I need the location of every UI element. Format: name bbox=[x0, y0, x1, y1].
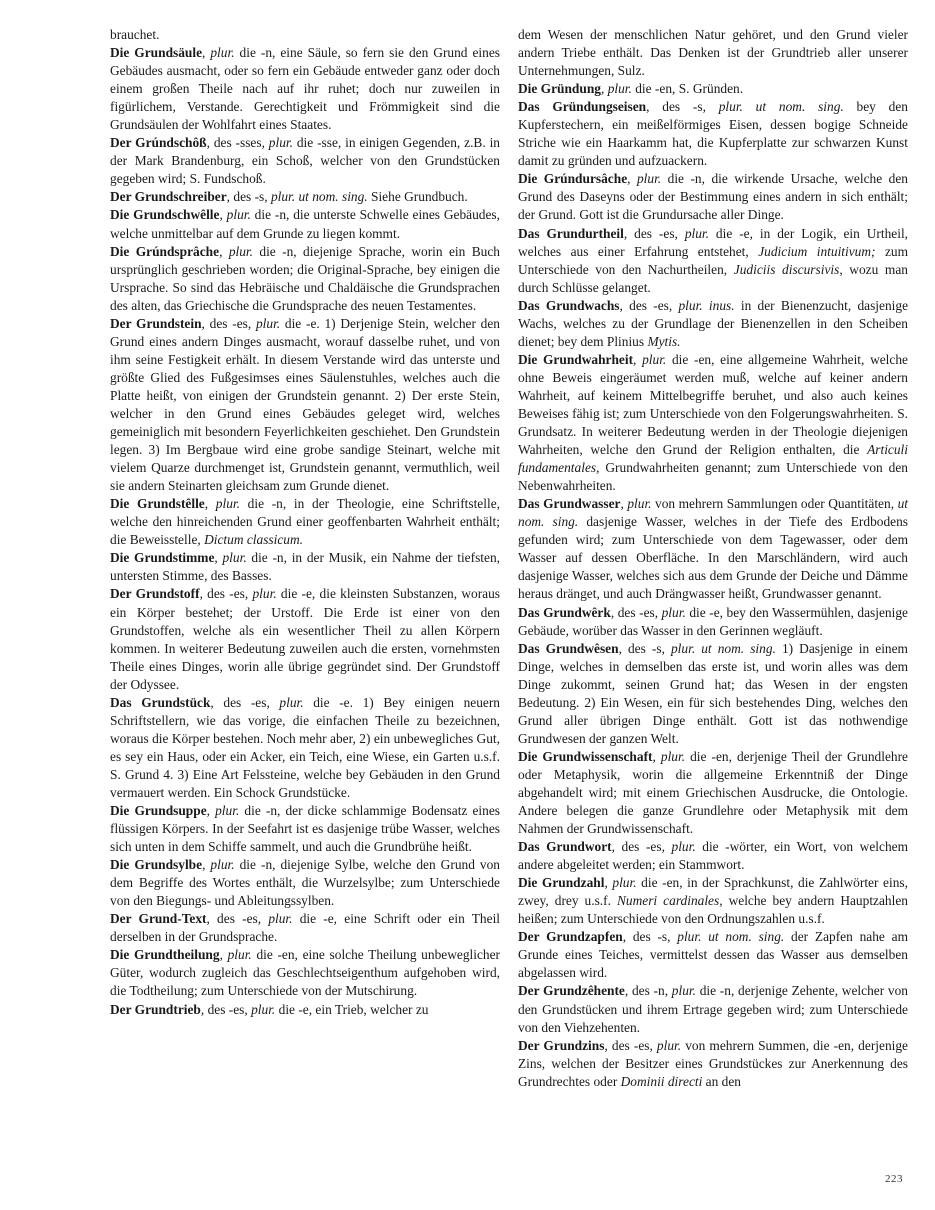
entry-text: die -n, in der Theologie, eine Schriftstelle, welche den hinreichenden Grund einer geoffenbarten Wahrheit enthält; die Beweisstelle, bbox=[110, 496, 500, 548]
entry-headword: Das Grundwasser bbox=[518, 496, 621, 512]
entry-text: die -n, diejenige Sylbe, welche den Grund von dem Begriffe des Wortes enthält, die Wurzelsylbe; zum Unterschiede von den Biegungs- und Ableitungssylben. bbox=[110, 857, 500, 909]
entry-text: dasjenige Wasser, welches in der Tiefe des Erdbodens gefunden wird; zum Unterschiede von dem Tagewasser, oder dem Wasser auf dessen Oberfläche. In den Marschländern, wird auch dasjenige Wasser, welches sich aus dem Grunde der Deiche und Dämme heraus dränget, und auch Drängwasser heißt, Grundwasser genannt. bbox=[518, 514, 909, 602]
entry-italic: plur. bbox=[671, 839, 696, 855]
entry-italic: plur. ut nom. sing. bbox=[270, 189, 368, 205]
entry-text: die -en, derjenige Theil der Grundlehre oder Metaphysik, worin die allgemeine Erkenntniß der Dinge abgehandelt wird; mit einem Griechischen Ausdrucke, die Ontologie. Andere belegen die ganze Grundlehre oder Metaphysik mit dem Nahmen der Grundwissenschaft. bbox=[518, 748, 908, 837]
entry-text: die -en, in der Sprachkunst, die Zahlwörter eins, zwey, drey u.s.f. bbox=[518, 875, 908, 909]
dictionary-entry bbox=[518, 170, 908, 224]
entry-italic: Articuli fundamentales, bbox=[518, 442, 908, 476]
entry-text: wozu man durch Schlüsse gelanget. bbox=[518, 261, 908, 295]
left-column bbox=[110, 26, 500, 1019]
entry-italic: plur. bbox=[227, 947, 252, 963]
entry-text: , des -n, bbox=[624, 983, 672, 999]
entry-headword: Die Grundsylbe bbox=[110, 857, 203, 873]
dictionary-entry bbox=[110, 694, 500, 802]
entry-headword: Das Gründungseisen bbox=[518, 99, 647, 115]
entry-text: , bbox=[620, 496, 628, 512]
entry-headword: Die Grúndursâche bbox=[518, 171, 628, 187]
entry-text: bey den Kupferstechern, ein meißelförmiges Eisen, dessen bogige Schneide Striche wie ein Haarkamm hat, die Kupferplatte zur schwarzen Kunst damit zu gründen und aufzuackern. bbox=[518, 99, 908, 169]
entry-text: die -e. 1) Derjenige Stein, welcher den Grund eines andern Dinges ausmacht, worauf dasselbe ruhet, und von ihm seine Festigkeit erhält. In diesem Verstande wird das unterste und größte Glied des Fußgesimses eines Säulenstuhles, welches auch die Platte heißt, von einigen der Grundstein genannt. 2) Der erste Stein, welcher in den Grund eines Gebäudes geleget wird, welches gemeiniglich mit besondern Feyerlichkeiten geschiehet. Den Grundstein legen. 3) Im Bergbaue wird eine grobe sandige Steinart, welche mit vielem Quarze durchmenget ist, Grundstein genannt, vermuthlich, weil sie andern Steinarten gleichsam zum Grunde dienet. bbox=[110, 315, 500, 494]
entry-text: , des -es, bbox=[206, 911, 269, 927]
dictionary-entry bbox=[518, 640, 908, 748]
entry-headword: Der Grúndschôß bbox=[110, 135, 207, 151]
entry-italic: plur. ut nom. sing. bbox=[718, 99, 844, 115]
dictionary-entry bbox=[518, 225, 908, 297]
entry-headword: Die Grundwahrheit bbox=[518, 351, 634, 367]
entry-text: dem Wesen der menschlichen Natur gehöret, und den Grund vieler andern Triebe enthält. Das Denken ist der Grundtrieb aller unserer Unternehmungen, Sulz. bbox=[518, 27, 908, 79]
entry-text: , des -s, bbox=[618, 640, 671, 656]
entry-text: , des -es, bbox=[199, 586, 253, 602]
entry-italic: plur. bbox=[268, 911, 293, 927]
entry-text: , des -es, bbox=[611, 839, 672, 855]
entry-text: , bbox=[219, 207, 227, 223]
entry-text: die -n, diejenige Sprache, worin ein Buch ursprünglich geschrieben worden; die Original-Sprache, bey einigen die Ursprache. So sind das Hebräische und Chaldäische die Grundsprachen des alten, das Griechische die Grundsprache des neuen Testamentes. bbox=[110, 243, 501, 313]
entry-text: , bbox=[204, 496, 216, 512]
entry-italic: plur. bbox=[684, 225, 709, 241]
entry-text: , des -es, bbox=[210, 694, 280, 710]
entry-headword: Die Grundstimme bbox=[110, 550, 215, 566]
entry-italic: ut nom. sing. bbox=[518, 496, 908, 530]
entry-text: die -n, der dicke schlammige Bodensatz eines flüssigen Körpers. In der Seefahrt ist es dasjenige trübe Wasser, welches sich unten in dem Schiffe sammelt, und auch die Grundbrühe heißt. bbox=[110, 803, 500, 855]
dictionary-entry bbox=[110, 910, 500, 946]
entry-italic: plur. inus. bbox=[678, 297, 735, 313]
dictionary-entry bbox=[518, 80, 908, 98]
entry-text: die -e. 1) Bey einigen neuern Schriftstellern, wie das vorige, die einfachen Theile zu bezeichnen, woraus die Körper bestehen. Noch mehr aber, 2) ein unbewegliches Gut, es sey ein Haus, oder ein Acker, ein Teich, eine Wiese, ein Garten u.s.f. S. Grund 4. 3) Eine Art Felssteine, welche bey Gebäuden in den Grund vermauert werden. Ein Schock Grundstücke. bbox=[110, 694, 500, 800]
entry-italic: plur. bbox=[255, 315, 281, 331]
dictionary-entry bbox=[110, 134, 500, 188]
dictionary-entry bbox=[518, 604, 908, 640]
entry-text: , bbox=[600, 81, 608, 97]
entry-italic: plur. bbox=[215, 496, 240, 512]
entry-text: , des -es, bbox=[610, 604, 662, 620]
entry-text: die -e, die kleinsten Substanzen, woraus ein Körper bestehet; der Urstoff. Die Erde ist einer von den Grundstoffen, welche als ein wesentlicher Theil zu allen Körpern kommen. In weiterer Bedeutung zuweilen auch die ersten, vornehmsten Theile eines Dinges, worin alle übrige gegründet sind. Der Grundstoff der Odyssee. bbox=[110, 586, 501, 692]
dictionary-entry bbox=[110, 495, 500, 549]
entry-headword: Der Grundtrieb bbox=[110, 1001, 201, 1017]
entry-text: , des -s, bbox=[646, 99, 719, 115]
entry-text: die -n, die wirkende Ursache, welche den Grund des Daseyns oder der Bestimmung eines andern in sich enthält; der Grund. Gott ist die Grundursache aller Dinge. bbox=[518, 171, 908, 223]
entry-text: die -n, derjenige Zehente, welcher von den Grundstücken und ihrem Ertrage gegeben wird; zum Unterschiede von den Viehzehenten. bbox=[518, 983, 908, 1035]
entry-italic: plur. bbox=[226, 207, 251, 223]
dictionary-entry bbox=[518, 748, 908, 838]
entry-italic: plur. bbox=[210, 857, 235, 873]
entry-text: , des -sses, bbox=[206, 135, 269, 151]
right-column bbox=[518, 26, 908, 1091]
entry-headword: Die Grundsäule bbox=[110, 45, 203, 61]
entry-italic: plur. bbox=[251, 1001, 276, 1017]
entry-text: in der Bienenzucht, dasjenige Wachs, welches zu der Grundlage der Bienenzellen in den Scheiben dienet; bey dem Plinius bbox=[518, 297, 909, 349]
entry-text: , bbox=[206, 803, 216, 819]
entry-text: , des -es, bbox=[623, 225, 685, 241]
entry-text: Grundwahrheiten genannt; zum Unterschiede von den Nebenwahrheiten. bbox=[518, 460, 908, 494]
entry-text: , bbox=[627, 171, 637, 187]
entry-italic: plur. bbox=[627, 496, 652, 512]
entry-text: von mehrern Summen, die -en, derjenige Zins, welchen der Besitzer eines Grundstückes zur Anerkennung des Grundrechtes oder bbox=[518, 1037, 909, 1089]
entry-text: die -en, eine allgemeine Wahrheit, welche ohne Beweis eingeräumet werden muß, welche auf keiner andern Wahrheit, auf keinem Mittelbegriffe beruhet, und also auch keines Beweises fähig ist; zum Unterschiede von den Folgerungswahrheiten. S. Grundsatz. In weiterer Bedeutung werden in der Theologie diejenigen Wahrheiten, welche den Grund der Religion enthalten, die bbox=[518, 351, 908, 458]
entry-italic: plur. bbox=[268, 135, 293, 151]
dictionary-entry bbox=[518, 297, 908, 351]
dictionary-entry bbox=[110, 26, 500, 44]
dictionary-entry bbox=[518, 928, 908, 982]
dictionary-entry bbox=[518, 495, 908, 603]
entry-text: welche bey andern Hauptzahlen heißen; zum Unterschiede von den Ordnungszahlen u.s.f. bbox=[518, 893, 908, 927]
entry-text: , bbox=[202, 857, 211, 873]
entry-headword: Die Grundschwêlle bbox=[110, 207, 220, 223]
entry-text: , des -es, bbox=[200, 1001, 252, 1017]
entry-italic: plur. bbox=[222, 550, 247, 566]
entry-italic: plur. bbox=[252, 586, 277, 602]
entry-text: , bbox=[652, 748, 661, 764]
entry-italic: plur. bbox=[279, 694, 304, 710]
entry-text: der Zapfen nahe am Grunde eines Teiches, vermittelst dessen das Wasser aus demselben abgelassen wird. bbox=[518, 929, 908, 981]
entry-text: die -en, eine solche Theilung unbeweglicher Güter, wodurch zugleich das Geschlechtseigenthum aufgehoben wird, die Todtheilung; zum Unterschiede von der Mutschirung. bbox=[110, 947, 500, 999]
entry-italic: plur. ut nom. sing. bbox=[670, 640, 776, 656]
entry-italic: plur. ut nom. sing. bbox=[677, 929, 785, 945]
entry-text: die -n, eine Säule, so fern sie den Grund eines Gebäudes ausmacht, oder so fern ein Gebäude entweder ganz oder doch einem großen Theile nach auf ihr ruhet; doch nur zuweilen in figürlichem, Verstande. Gerechtigkeit und Frömmigkeit sind die Grundsäulen der Wohlfahrt eines Staates. bbox=[110, 45, 500, 133]
dictionary-entry bbox=[110, 206, 500, 242]
page-number: 223 bbox=[885, 1173, 903, 1185]
entry-headword: Das Grundurtheil bbox=[518, 225, 624, 241]
entry-italic: Dictum classicum. bbox=[204, 532, 304, 548]
entry-headword: Das Grundwêrk bbox=[518, 604, 611, 620]
entry-text: die -e, eine Schrift oder ein Theil derselben in der Grundsprache. bbox=[110, 911, 501, 945]
entry-text: 1) Dasjenige in einem Dinge, welches in demselben das erste ist, und worin alles was dem Dinge zukommt, seinen Grund hat; das Wesen in der engsten Bedeutung. 2) Ein Wesen, ein für sich bestehendes Ding, welches den Grund aller übrigen Dinge enthält. Gott ist das nothwendige Grundwesen der ganzen Welt. bbox=[518, 640, 908, 746]
entry-headword: Die Grundstêlle bbox=[110, 496, 205, 512]
entry-italic: plur. bbox=[671, 983, 696, 999]
entry-headword: Das Grundwêsen bbox=[518, 640, 619, 656]
dictionary-entry bbox=[110, 802, 500, 856]
entry-headword: Die Grundwissenschaft bbox=[518, 748, 653, 764]
entry-italic: plur. bbox=[661, 604, 686, 620]
entry-headword: Der Grund-Text bbox=[110, 911, 207, 927]
dictionary-entry bbox=[518, 874, 908, 928]
entry-italic: plur. bbox=[660, 748, 686, 764]
entry-italic: Numeri cardinales, bbox=[616, 893, 723, 909]
dictionary-entry bbox=[518, 98, 908, 170]
entry-headword: Das Grundwort bbox=[518, 839, 612, 855]
entry-text: , bbox=[202, 45, 211, 61]
entry-italic: plur. bbox=[636, 171, 662, 187]
dictionary-entry bbox=[110, 315, 500, 495]
entry-text: an den bbox=[702, 1073, 741, 1089]
dictionary-entry bbox=[518, 351, 908, 495]
dictionary-entry bbox=[518, 838, 908, 874]
entry-text: brauchet. bbox=[110, 27, 160, 42]
entry-text: , bbox=[604, 875, 613, 891]
entry-text: zum Unterschiede von den Nachurtheilen, bbox=[518, 243, 909, 277]
entry-italic: plur. bbox=[215, 803, 240, 819]
entry-italic: plur. bbox=[612, 875, 637, 891]
dictionary-entry bbox=[110, 1001, 500, 1019]
entry-headword: Der Grundzins bbox=[518, 1037, 605, 1053]
entry-text: Siehe Grundbuch. bbox=[367, 189, 468, 205]
entry-italic: plur. bbox=[642, 351, 667, 367]
entry-headword: Das Grundstück bbox=[110, 694, 211, 710]
entry-headword: Die Gründung bbox=[518, 81, 601, 97]
entry-text: , bbox=[219, 947, 228, 963]
entry-headword: Das Grundwachs bbox=[518, 297, 620, 313]
entry-headword: Der Grundzêhente bbox=[518, 983, 625, 999]
dictionary-entry bbox=[110, 549, 500, 585]
entry-text: , des -es, bbox=[604, 1037, 657, 1053]
dictionary-entry bbox=[110, 243, 500, 315]
dictionary-entry bbox=[110, 585, 500, 693]
entry-text: die -n, die unterste Schwelle eines Gebäudes, welche unmittelbar auf dem Grunde zu liegen kommt. bbox=[110, 207, 500, 241]
entry-italic: plur. bbox=[607, 81, 632, 97]
entry-italic: plur. bbox=[656, 1037, 682, 1053]
dictionary-entry bbox=[110, 188, 500, 206]
entry-text: , bbox=[219, 243, 229, 259]
entry-text: die -e, ein Trieb, welcher zu bbox=[275, 1001, 429, 1017]
entry-italic: Judicium intuitivum; bbox=[758, 243, 876, 259]
entry-italic: plur. bbox=[228, 243, 253, 259]
entry-text: die -n, in der Musik, ein Nahme der tiefsten, untersten Stimme, des Basses. bbox=[110, 550, 501, 584]
entry-text: , des -s, bbox=[226, 189, 271, 205]
entry-headword: Die Grundsuppe bbox=[110, 803, 207, 819]
entry-text: von mehrern Sammlungen oder Quantitäten, bbox=[651, 496, 898, 512]
entry-text: , des -es, bbox=[201, 315, 256, 331]
entry-italic: plur. bbox=[210, 45, 235, 61]
entry-text: die -wörter, ein Wort, von welchem andere abgeleitet werden; ein Stammwort. bbox=[518, 839, 908, 873]
dictionary-entry bbox=[518, 982, 908, 1036]
entry-text: die -en, S. Gründen. bbox=[631, 81, 744, 97]
dictionary-entry bbox=[518, 1037, 908, 1091]
entry-text: , des -s, bbox=[622, 929, 678, 945]
entry-italic: Mytis. bbox=[647, 333, 681, 349]
entry-headword: Der Grundstein bbox=[110, 315, 202, 331]
entry-italic: Dominii directi bbox=[620, 1073, 703, 1089]
dictionary-entry bbox=[110, 44, 500, 134]
entry-headword: Die Grundtheilung bbox=[110, 947, 220, 963]
entry-text: , des -es, bbox=[619, 297, 679, 313]
entry-text: die -e, bey den Wassermühlen, dasjenige Gebäude, worüber das Wasser in den Gerinnen wegläuft. bbox=[518, 604, 908, 638]
entry-text: , bbox=[633, 351, 643, 367]
entry-headword: Der Grundstoff bbox=[110, 586, 200, 602]
dictionary-entry bbox=[518, 26, 908, 80]
entry-text: die -e, in der Logik, ein Urtheil, welches aus einer Erfahrung entstehet, bbox=[518, 225, 909, 259]
dictionary-entry bbox=[110, 856, 500, 910]
entry-italic: Judiciis discursivis, bbox=[733, 261, 843, 277]
entry-headword: Der Grundschreiber bbox=[110, 189, 227, 205]
entry-headword: Die Grúndsprâche bbox=[110, 243, 220, 259]
entry-text: , bbox=[214, 550, 223, 566]
entry-headword: Der Grundzapfen bbox=[518, 929, 623, 945]
entry-headword: Die Grundzahl bbox=[518, 875, 605, 891]
dictionary-entry bbox=[110, 946, 500, 1000]
entry-text: die -sse, in einigen Gegenden, z.B. in der Mark Brandenburg, ein Schoß, welcher von den Grundstücken gegeben wird; S. Fundschoß. bbox=[110, 135, 500, 187]
